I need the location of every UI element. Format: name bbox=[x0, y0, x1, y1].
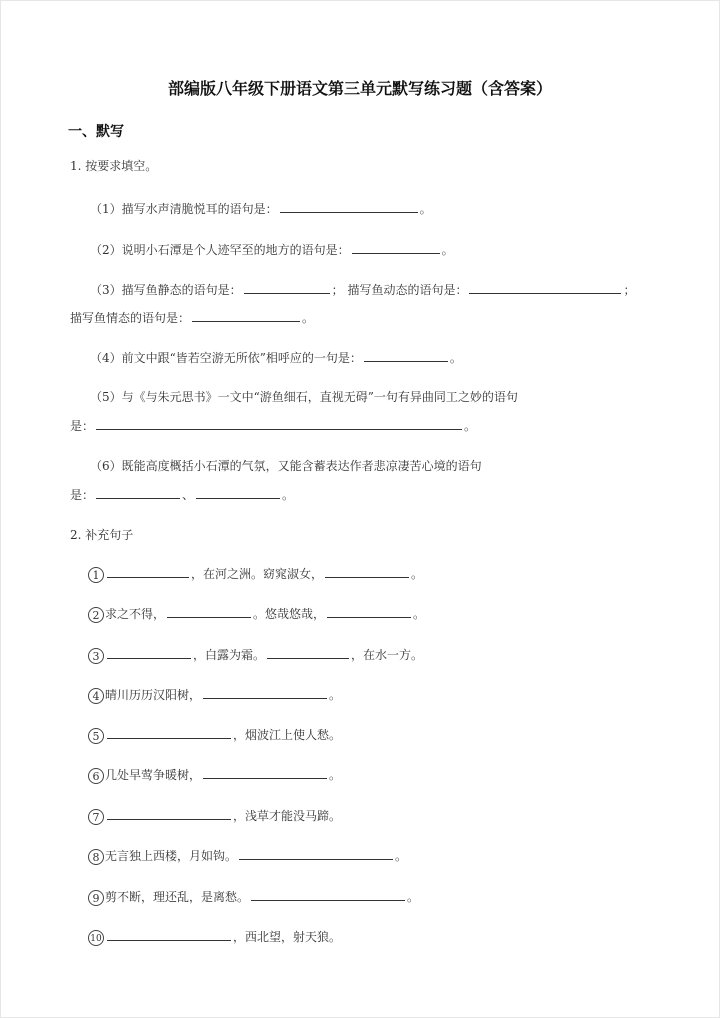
q1-part-5: （5）与《与朱元思书》一文中“游鱼细石，直视无碍”一句有异曲同工之妙的语句 bbox=[90, 390, 518, 404]
circled-number: 10 bbox=[88, 930, 104, 946]
q1-part-3-text: （3）描写鱼静态的语句是： bbox=[90, 283, 242, 297]
q2-item-10-end: ，西北望，射天狼。 bbox=[233, 930, 342, 944]
q2-item-1-blank-a[interactable] bbox=[107, 565, 189, 578]
q1-part-3-blank-a[interactable] bbox=[244, 281, 330, 294]
q2-item-9-pre: 剪不断，理还乱，是离愁。 bbox=[105, 890, 250, 904]
q2-item-2-pre: 求之不得， bbox=[105, 607, 166, 621]
q2-item-3-mid: ，白露为霜。 bbox=[193, 648, 266, 662]
question-1-head: 1. 按要求填空。 bbox=[70, 159, 158, 173]
circled-number: 5 bbox=[88, 728, 104, 744]
q1-part-5b bbox=[70, 417, 476, 434]
q2-item-3-blank-a[interactable] bbox=[107, 646, 191, 659]
q1-part-3 bbox=[90, 281, 635, 298]
q2-item-5-blank[interactable] bbox=[107, 726, 231, 739]
q2-item-9-end: 。 bbox=[407, 890, 420, 904]
q2-item-2-mid: 。悠哉悠哉， bbox=[253, 607, 326, 621]
q2-item-8-blank[interactable] bbox=[239, 847, 393, 860]
q1-part-2-blank[interactable] bbox=[352, 241, 440, 254]
q2-item-2-end: 。 bbox=[413, 607, 426, 621]
q2-item-1-end: 。 bbox=[411, 567, 424, 581]
q1-part-2-text: （2）说明小石潭是个人迹罕至的地方的语句是： bbox=[90, 243, 350, 257]
q2-item-7 bbox=[88, 807, 341, 825]
q1-part-2-end: 。 bbox=[441, 243, 454, 257]
q1-part-4 bbox=[90, 349, 462, 366]
q2-item-7-blank[interactable] bbox=[107, 807, 231, 820]
section-heading: 一、默写 bbox=[68, 124, 124, 140]
q1-part-3-end: ； bbox=[623, 283, 636, 297]
q2-item-5-end: ，烟波江上使人愁。 bbox=[233, 728, 342, 742]
q2-item-2-blank-b[interactable] bbox=[327, 605, 411, 618]
q2-item-2-blank-a[interactable] bbox=[167, 605, 251, 618]
circled-number: 4 bbox=[88, 688, 104, 704]
q2-item-4-blank[interactable] bbox=[203, 686, 327, 699]
question-2-head: 2. 补充句子 bbox=[70, 528, 134, 542]
q2-item-6 bbox=[88, 766, 341, 784]
q2-item-6-end: 。 bbox=[329, 768, 342, 782]
q2-item-1-mid: ，在河之洲。窈窕淑女， bbox=[191, 567, 324, 581]
q1-part-5b-end: 。 bbox=[464, 419, 477, 433]
q1-part-1-blank[interactable] bbox=[280, 200, 418, 213]
q1-part-1-text: （1）描写水声清脆悦耳的语句是： bbox=[90, 202, 278, 216]
q1-part-3b-text: 描写鱼情态的语句是： bbox=[70, 311, 191, 325]
q2-item-6-pre: 几处早莺争暖树， bbox=[105, 768, 202, 782]
q2-item-10-blank[interactable] bbox=[107, 928, 231, 941]
q2-item-8 bbox=[88, 847, 407, 865]
q1-part-6b-end: 。 bbox=[282, 488, 295, 502]
circled-number: 8 bbox=[88, 849, 104, 865]
circled-number: 2 bbox=[88, 607, 104, 623]
circled-number: 9 bbox=[88, 890, 104, 906]
q1-part-6b-blank-b[interactable] bbox=[196, 486, 280, 499]
q1-part-3-blank-b[interactable] bbox=[469, 281, 621, 294]
q2-item-9 bbox=[88, 888, 419, 906]
circled-number: 3 bbox=[88, 648, 104, 664]
q1-part-1 bbox=[90, 200, 432, 217]
circled-number: 1 bbox=[88, 567, 104, 583]
q1-part-3b-end: 。 bbox=[302, 311, 315, 325]
q1-part-5b-text: 是： bbox=[70, 419, 95, 433]
q2-item-8-pre: 无言独上西楼，月如钩。 bbox=[105, 849, 238, 863]
q2-item-8-end: 。 bbox=[395, 849, 408, 863]
q1-part-5b-blank[interactable] bbox=[96, 417, 462, 430]
q2-item-6-blank[interactable] bbox=[203, 766, 327, 779]
q2-item-10 bbox=[88, 928, 341, 946]
circled-number: 6 bbox=[88, 768, 104, 784]
q2-item-3-end: ，在水一方。 bbox=[351, 648, 424, 662]
q2-item-5 bbox=[88, 726, 341, 744]
q2-item-1 bbox=[88, 565, 423, 583]
q1-part-6: （6）既能高度概括小石潭的气氛，又能含蓄表达作者悲凉凄苦心境的语句 bbox=[90, 459, 482, 473]
q1-part-3-mid: ； 描写鱼动态的语句是： bbox=[331, 283, 468, 297]
q1-part-6b-text: 是： bbox=[70, 488, 95, 502]
q2-item-4-pre: 晴川历历汉阳树， bbox=[105, 688, 202, 702]
q2-item-1-blank-b[interactable] bbox=[325, 565, 409, 578]
q1-part-6b-blank-a[interactable] bbox=[96, 486, 180, 499]
q2-item-2 bbox=[88, 605, 425, 623]
circled-number: 7 bbox=[88, 809, 104, 825]
document-title: 部编版八年级下册语文第三单元默写练习题（含答案） bbox=[167, 79, 552, 98]
q2-item-4-end: 。 bbox=[329, 688, 342, 702]
q2-item-4 bbox=[88, 686, 341, 704]
q2-item-9-blank[interactable] bbox=[251, 888, 405, 901]
q1-part-3b bbox=[70, 309, 314, 326]
q1-part-2 bbox=[90, 241, 454, 258]
q1-part-4-text: （4）前文中跟“皆若空游无所依”相呼应的一句是： bbox=[90, 351, 362, 365]
q1-part-1-end: 。 bbox=[419, 202, 432, 216]
q1-part-3b-blank[interactable] bbox=[192, 309, 300, 322]
q2-item-3 bbox=[88, 646, 423, 664]
q2-item-7-end: ，浅草才能没马蹄。 bbox=[233, 809, 342, 823]
q1-part-6b bbox=[70, 486, 294, 503]
q1-part-4-blank[interactable] bbox=[364, 349, 448, 362]
q1-part-6b-sep: 、 bbox=[182, 488, 195, 502]
q1-part-4-end: 。 bbox=[449, 351, 462, 365]
q2-item-3-blank-b[interactable] bbox=[267, 646, 349, 659]
